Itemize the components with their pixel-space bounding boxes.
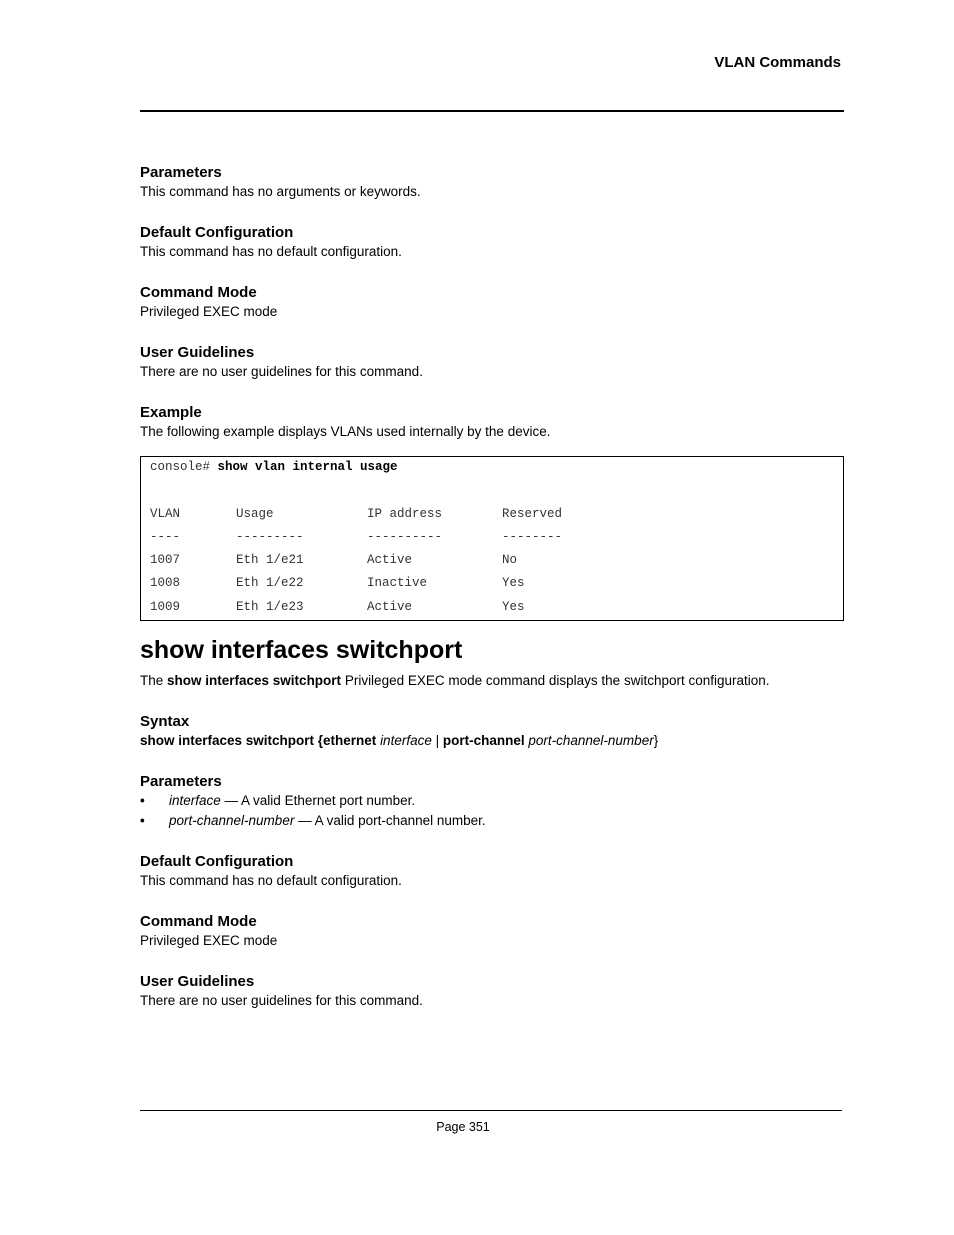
- code-cell: VLAN: [150, 507, 181, 521]
- command-mode-section: [140, 283, 844, 322]
- example-section: [140, 403, 844, 442]
- list-item: [140, 811, 844, 831]
- code-cell: 1007: [150, 553, 181, 567]
- page-number: Page 351: [436, 1120, 490, 1134]
- code-cell: IP address: [367, 507, 443, 521]
- command-title: show interfaces switchport: [140, 636, 463, 664]
- section-heading: Default Configuration: [140, 224, 294, 241]
- code-data-row: [150, 576, 830, 594]
- section-text: Privileged EXEC mode: [140, 933, 278, 948]
- code-cell: ----: [150, 530, 181, 544]
- syntax-part: |: [431, 733, 443, 748]
- code-command-line: [150, 460, 398, 474]
- section-text: This command has no default configuration.: [140, 244, 402, 259]
- section-heading: User Guidelines: [140, 973, 255, 990]
- code-cell: Usage: [236, 507, 274, 521]
- section-text: This command has no arguments or keywords.: [140, 184, 421, 199]
- default-config-section: [140, 223, 844, 262]
- section-heading: Default Configuration: [140, 853, 294, 870]
- command-mode-section: [140, 912, 844, 951]
- section-heading: Command Mode: [140, 284, 257, 301]
- section-text: There are no user guidelines for this command.: [140, 364, 423, 379]
- console-prompt: console#: [150, 460, 211, 474]
- param-desc: — A valid port-channel number.: [294, 813, 486, 828]
- param-term: interface: [169, 793, 221, 808]
- code-cell: Active: [367, 600, 413, 614]
- code-cell: Yes: [502, 576, 525, 590]
- default-config-section: [140, 852, 844, 891]
- console-command: show vlan internal usage: [217, 460, 398, 474]
- code-header-row: [150, 507, 830, 525]
- intro-text: Privileged EXEC mode command displays the switchport configuration.: [341, 673, 770, 688]
- parameter-list: [140, 791, 844, 831]
- code-cell: Eth 1/e21: [236, 553, 304, 567]
- bullet-icon: •: [140, 813, 145, 828]
- bullet-icon: •: [140, 793, 145, 808]
- code-cell: No: [502, 553, 518, 567]
- code-cell: Reserved: [502, 507, 563, 521]
- syntax-section: [140, 712, 844, 751]
- syntax-part: show interfaces switchport {ethernet: [140, 733, 381, 748]
- section-text: There are no user guidelines for this command.: [140, 993, 423, 1008]
- param-desc: — A valid Ethernet port number.: [220, 793, 416, 808]
- intro-command: show interfaces switchport: [167, 673, 342, 688]
- code-cell: Eth 1/e22: [236, 576, 304, 590]
- syntax-part: port-channel: [442, 733, 529, 748]
- parameters-section: [140, 163, 844, 202]
- running-header: VLAN Commands: [714, 54, 841, 71]
- user-guidelines-section: [140, 972, 844, 1011]
- syntax-line: [140, 731, 844, 751]
- code-cell: 1008: [150, 576, 181, 590]
- code-data-row: [150, 600, 830, 618]
- code-cell: Yes: [502, 600, 525, 614]
- section-heading: User Guidelines: [140, 344, 255, 361]
- command-intro: [140, 671, 844, 691]
- parameters-section: [140, 772, 844, 831]
- section-text: The following example displays VLANs used internally by the device.: [140, 424, 551, 439]
- section-heading: Syntax: [140, 713, 190, 730]
- code-cell: ----------: [367, 530, 443, 544]
- code-cell: --------: [502, 530, 563, 544]
- param-term: port-channel-number: [169, 813, 295, 828]
- intro-text: The: [140, 673, 168, 688]
- header-rule: [140, 110, 844, 112]
- section-heading: Example: [140, 404, 202, 421]
- code-cell: Active: [367, 553, 413, 567]
- page-content: [140, 163, 844, 1032]
- code-cell: ---------: [236, 530, 304, 544]
- code-example-box: [140, 456, 844, 621]
- syntax-part: }: [653, 733, 659, 748]
- section-heading: Parameters: [140, 773, 222, 790]
- section-heading: Parameters: [140, 164, 222, 181]
- list-item: [140, 791, 844, 811]
- code-dash-row: [150, 530, 830, 548]
- code-cell: Eth 1/e23: [236, 600, 304, 614]
- syntax-param: port-channel-number: [528, 733, 654, 748]
- user-guidelines-section: [140, 343, 844, 382]
- syntax-param: interface: [380, 733, 432, 748]
- footer-rule: [140, 1110, 842, 1111]
- code-data-row: [150, 553, 830, 571]
- section-text: Privileged EXEC mode: [140, 304, 278, 319]
- section-heading: Command Mode: [140, 913, 257, 930]
- code-cell: Inactive: [367, 576, 428, 590]
- section-text: This command has no default configuration.: [140, 873, 402, 888]
- code-cell: 1009: [150, 600, 181, 614]
